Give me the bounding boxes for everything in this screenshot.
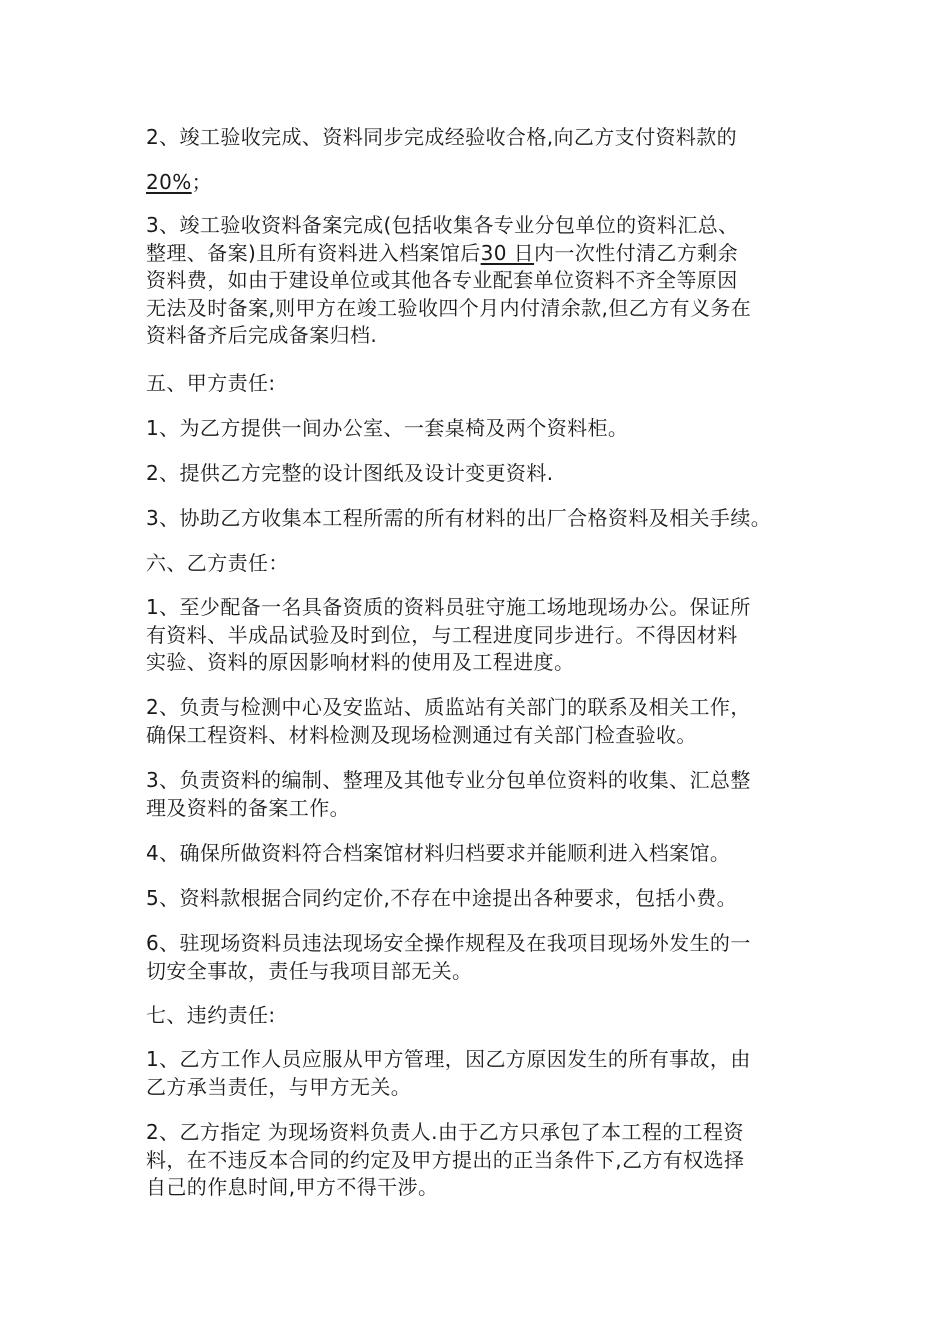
paragraph-line: 无法及时备案,则甲方在竣工验收四个月内付清余款,但乙方有义务在 (146, 295, 752, 320)
party-b-item-4: 4、确保所做资料符合档案馆材料归档要求并能顺利进入档案馆。 (146, 841, 731, 865)
paragraph-text: 内一次性付清乙方剩余 (534, 240, 739, 265)
section-heading-party-b: 六、乙方责任： (146, 551, 289, 575)
paragraph-line: 资料费，如由于建设单位或其他各专业配套单位资料不齐全等原因 (146, 268, 738, 292)
punctuation: ； (191, 170, 213, 194)
liability-item-2: 2、乙方指定 为现场资料负责人.由于乙方只承包了本工程的工程资 料，在不违反本合同的约定及甲方提出的正当条件下,乙方有权选择 自己的作息时间,甲方不得干涉。 (146, 1120, 745, 1199)
payment-clause-3 (146, 212, 826, 350)
party-b-item-5: 5、资料款根据合同约定价,不存在中途提出各种要求，包括小费。 (146, 886, 738, 910)
payment-percentage (146, 169, 826, 197)
liability-item-1: 1、乙方工作人员应服从甲方管理，因乙方原因发生的所有事故，由 乙方承当责任，与甲方无关。 (146, 1047, 751, 1099)
paragraph-line: 2、竣工验收完成、资料同步完成经验收合格,向乙方支付资料款的 (146, 125, 738, 149)
percentage-value: 20% (146, 170, 192, 194)
party-b-item-3: 3、负责资料的编制、整理及其他专业分包单位资料的收集、汇总整 理及资料的备案工作。 (146, 768, 751, 820)
days-value: 30 日 (480, 240, 535, 265)
party-b-item-1: 1、至少配备一名具备资质的资料员驻守施工场地现场办公。保证所 有资料、半成品试验及时到位，与工程进度同步进行。不得因材料 实验、资料的原因影响材料的使用及工程进度。 (146, 595, 751, 674)
paragraph-text: 整理、备案)且所有资料进入档案馆后 (146, 240, 481, 265)
paragraph-line: 资料备齐后完成备案归档. (146, 323, 378, 347)
party-a-item-1: 1、为乙方提供一间办公室、一套桌椅及两个资料柜。 (146, 416, 629, 440)
party-b-item-2: 2、负责与检测中心及安监站、质监站有关部门的联系及相关工作， 确保工程资料、材料检测及现场检测通过有关部门检查验收。 (146, 695, 751, 747)
party-a-item-3: 3、协助乙方收集本工程所需的所有材料的出厂合格资料及相关手续。 (146, 506, 772, 530)
section-heading-party-a: 五、甲方责任: (146, 371, 276, 395)
party-b-item-6: 6、驻现场资料员违法现场安全操作规程及在我项目现场外发生的一 切安全事故，责任与我项目部无关。 (146, 931, 751, 983)
payment-clause-2 (146, 124, 826, 152)
section-heading-liability: 七、违约责任: (146, 1003, 276, 1027)
paragraph-line: 3、竣工验收资料备案完成(包括收集各专业分包单位的资料汇总、 (146, 213, 739, 237)
party-a-item-2: 2、提供乙方完整的设计图纸及设计变更资料. (146, 461, 554, 485)
